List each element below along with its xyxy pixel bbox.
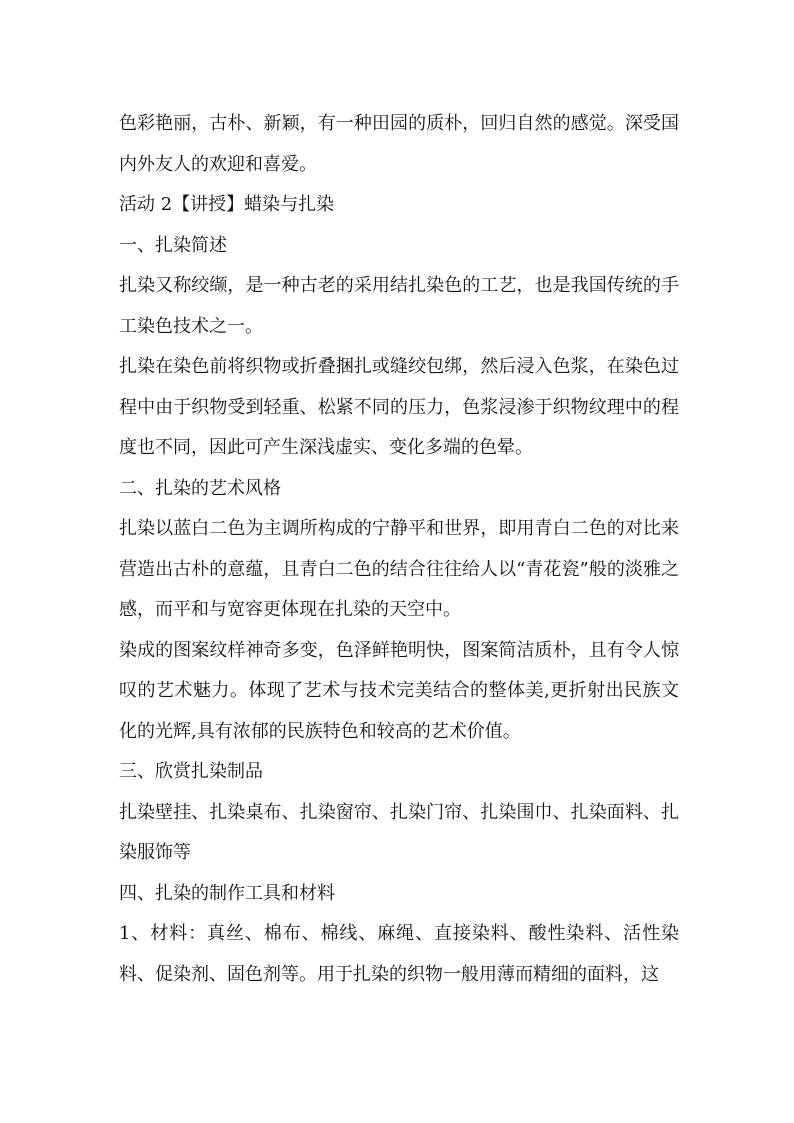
paragraph-intro-continuation: 色彩艳丽，古朴、新颖，有一种田园的质朴，回归自然的感觉。深受国内外友人的欢迎和喜爱。: [119, 113, 679, 175]
section-heading-2: 二、扎染的艺术风格: [119, 477, 281, 499]
document-body: [119, 104, 679, 995]
paragraph-art-style: 扎染以蓝白二色为主调所构成的宁静平和世界，即用青白二色的对比来营造出古朴的意蕴，且青白二色的结合往往给人以“青花瓷”般的淡雅之感，而平和与宽容更体现在扎染的天空中。: [119, 518, 679, 620]
section-heading-3: 三、欣赏扎染制品: [119, 761, 263, 782]
paragraph-products: 扎染壁挂、扎染桌布、扎染窗帘、扎染门帘、扎染围巾、扎染面料、扎染服饰等: [119, 801, 679, 863]
activity-heading: 活动 2【讲授】蜡染与扎染: [119, 194, 335, 215]
paragraph-materials: 1、材料：真丝、棉布、棉线、麻绳、直接染料、酸性染料、活性染料、促染剂、固色剂等。用于扎染的织物一般用薄而精细的面料，这: [119, 923, 679, 985]
paragraph-patterns: 染成的图案纹样神奇多变，色泽鲜艳明快，图案简洁质朴，且有令人惊叹的艺术魅力。体现了艺术与技术完美结合的整体美,更折射出民族文化的光辉,具有浓郁的民族特色和较高的艺术价值。: [119, 639, 679, 742]
section-heading-4: 四、扎染的制作工具和材料: [119, 882, 335, 904]
paragraph-tie-dye-definition: 扎染又称绞缬，是一种古老的采用结扎染色的工艺，也是我国传统的手工染色技术之一。: [119, 275, 679, 337]
paragraph-tie-dye-process: 扎染在染色前将织物或折叠捆扎或缝绞包绑，然后浸入色浆，在染色过程中由于织物受到轻重、松紧不同的压力，色浆浸渗于织物纹理中的程度也不同，因此可产生深浅虚实、变化多端的色晕。: [119, 356, 679, 458]
section-heading-1: 一、扎染简述: [119, 234, 227, 256]
